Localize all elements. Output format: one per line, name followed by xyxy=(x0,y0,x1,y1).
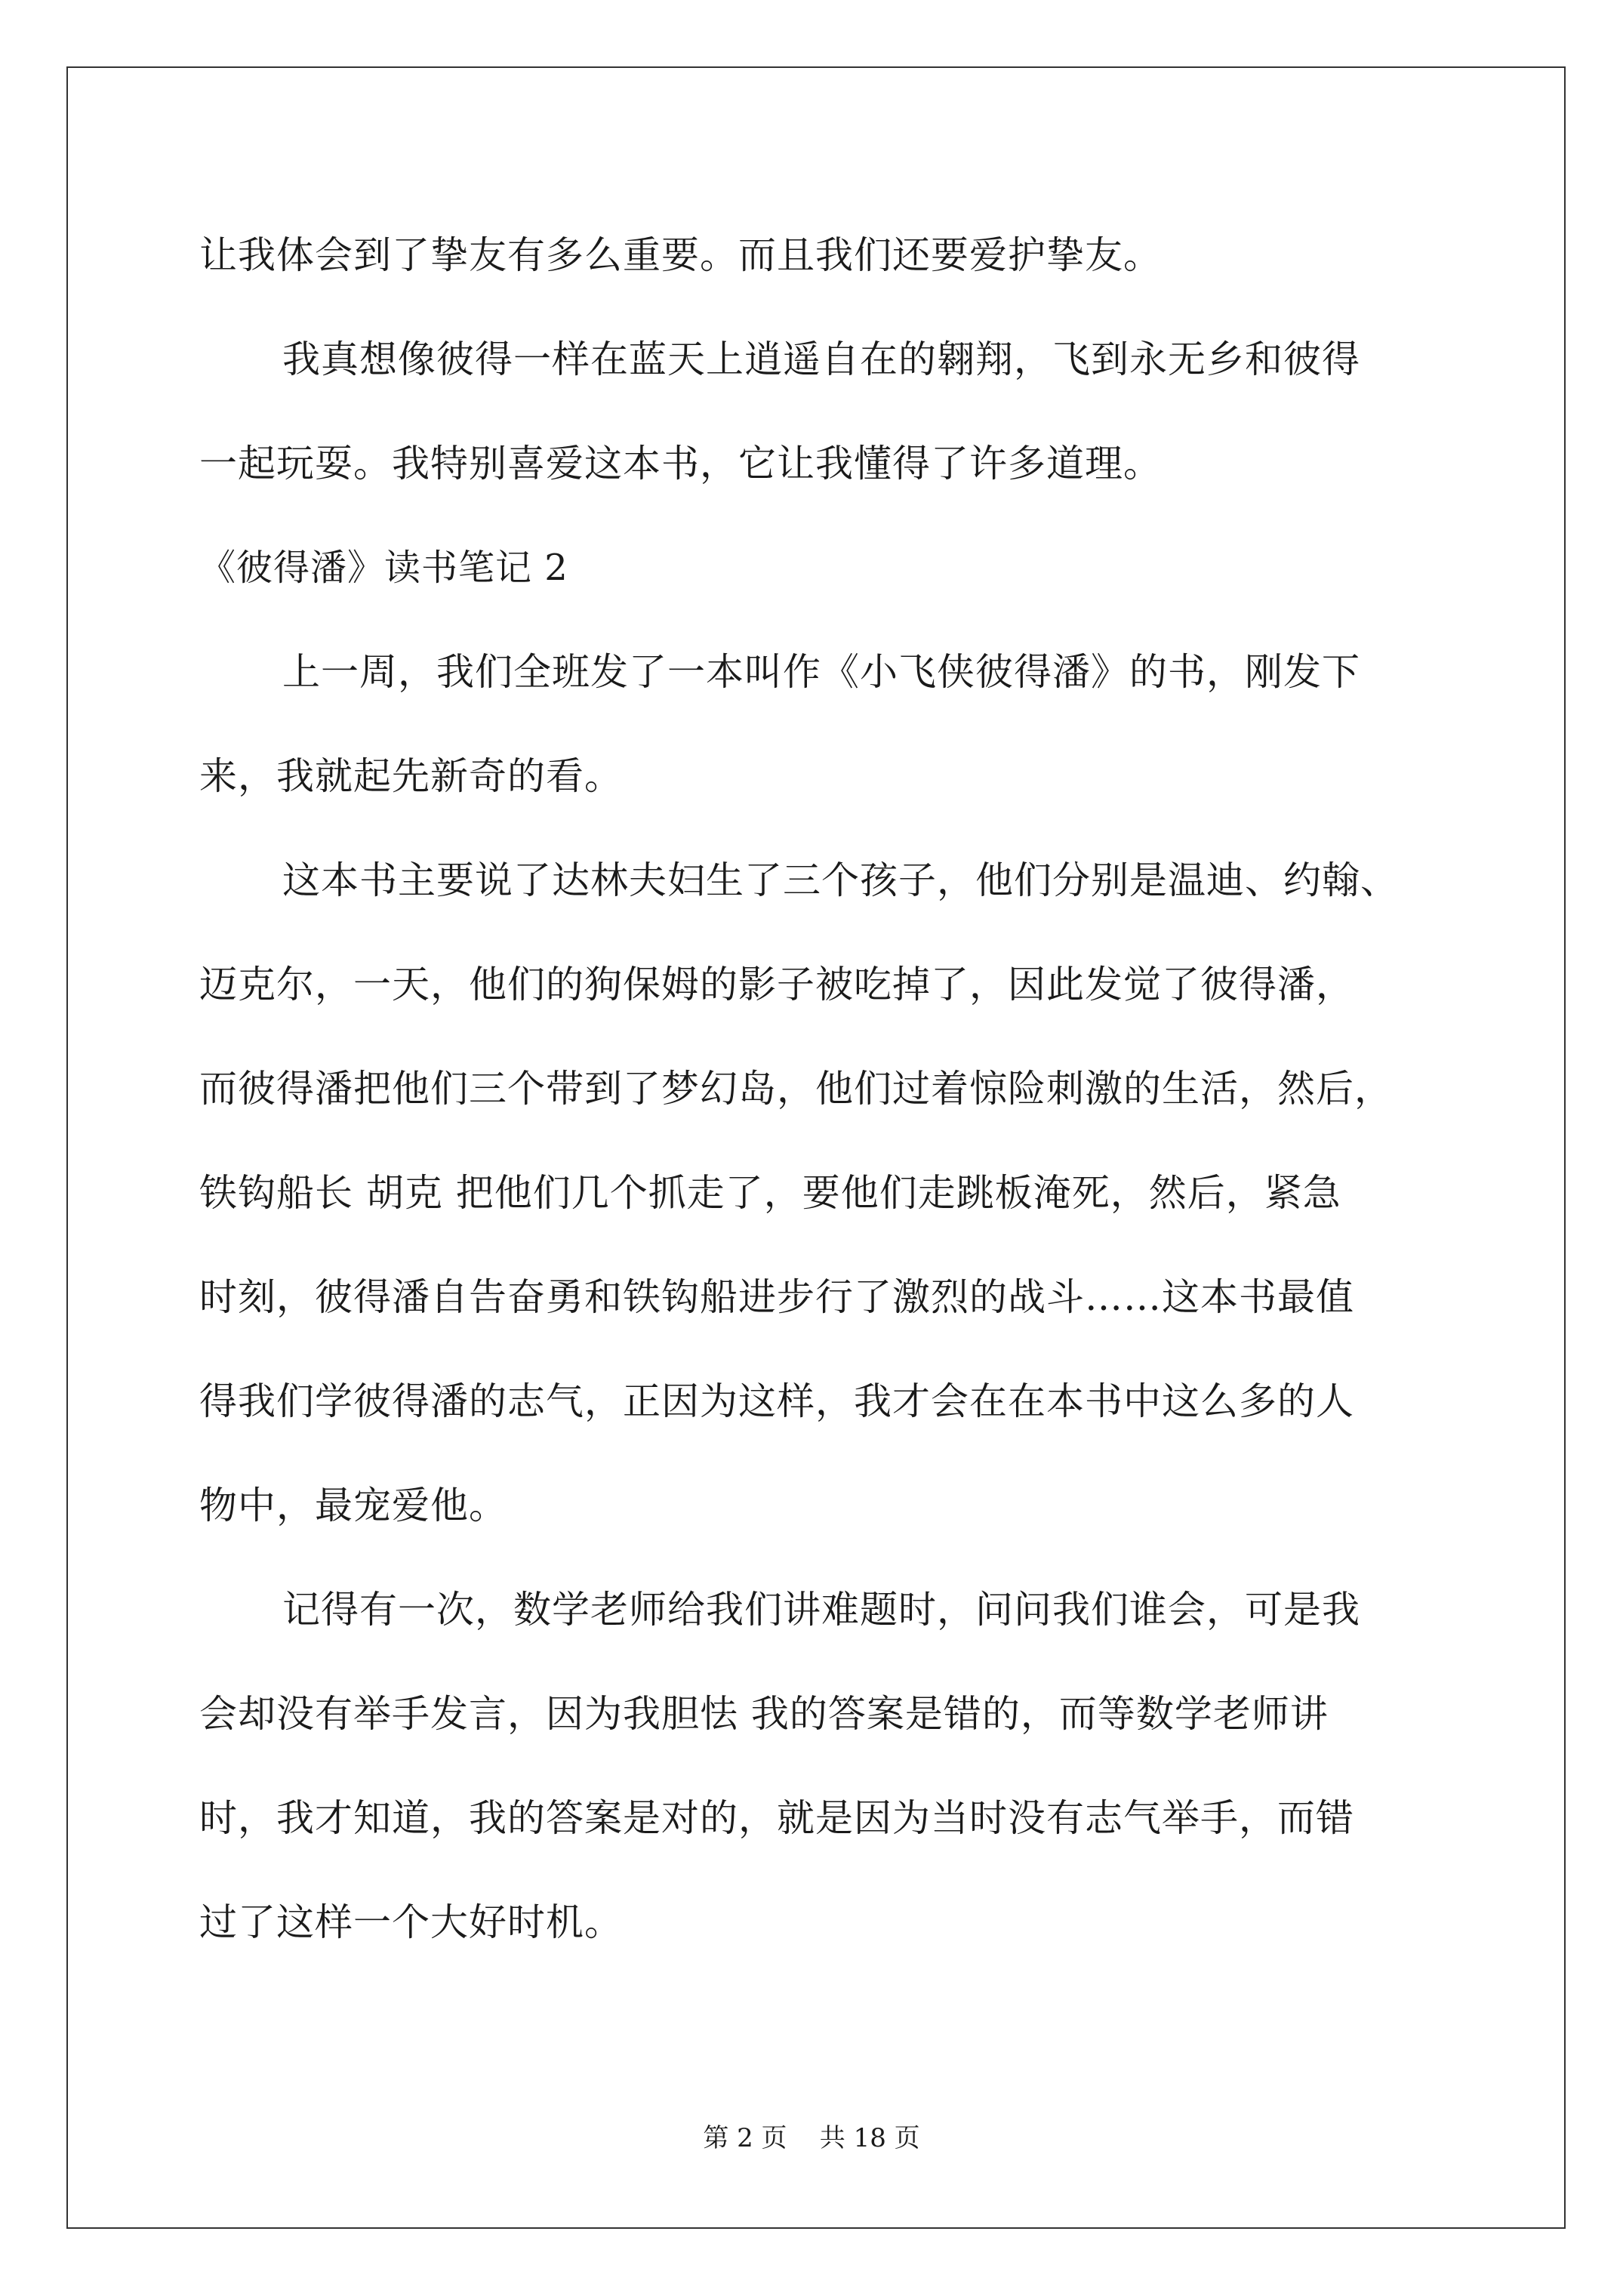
text-line: 来，我就起先新奇的看。 xyxy=(199,754,623,798)
text-line: 时刻，彼得潘自告奋勇和铁钩船进步行了激烈的战斗……这本书最值 xyxy=(199,1275,1354,1319)
text-line: 这本书主要说了达林夫妇生了三个孩子，他们分别是温迪、约翰、 xyxy=(282,858,1399,902)
text-line: 迈克尔，一天，他们的狗保姆的影子被吃掉了，因此发觉了彼得潘， xyxy=(199,963,1354,1006)
text-line: 铁钩船长 胡克 把他们几个抓走了，要他们走跳板淹死，然后，紧急 xyxy=(199,1171,1341,1215)
text-line: 过了这样一个大好时机。 xyxy=(199,1900,623,1944)
text-line: 记得有一次，数学老师给我们讲难题时，问问我们谁会，可是我 xyxy=(282,1588,1360,1632)
text-line: 让我体会到了挚友有多么重要。而且我们还要爱护挚友。 xyxy=(199,233,1162,277)
text-line: 物中，最宠爱他。 xyxy=(199,1484,507,1527)
page-footer: 第 2 页 共 18 页 xyxy=(703,2123,920,2153)
text-line: 一起玩耍。我特别喜爱这本书，它让我懂得了许多道理。 xyxy=(199,442,1162,485)
text-line: 而彼得潘把他们三个带到了梦幻岛，他们过着惊险刺激的生活，然后， xyxy=(199,1067,1393,1111)
section-heading: 《彼得潘》读书笔记 2 xyxy=(199,547,568,589)
text-line: 得我们学彼得潘的志气，正因为这样，我才会在在本书中这么多的人 xyxy=(199,1379,1354,1423)
text-line: 上一周，我们全班发了一本叫作《小飞侠彼得潘》的书，刚发下 xyxy=(282,650,1360,694)
text-line: 时，我才知道，我的答案是对的，就是因为当时没有志气举手，而错 xyxy=(199,1796,1354,1840)
text-line: 我真想像彼得一样在蓝天上逍遥自在的翱翔，飞到永无乡和彼得 xyxy=(282,337,1360,381)
text-line: 会却没有举手发言，因为我胆怯 我的答案是错的，而等数学老师讲 xyxy=(199,1692,1329,1736)
